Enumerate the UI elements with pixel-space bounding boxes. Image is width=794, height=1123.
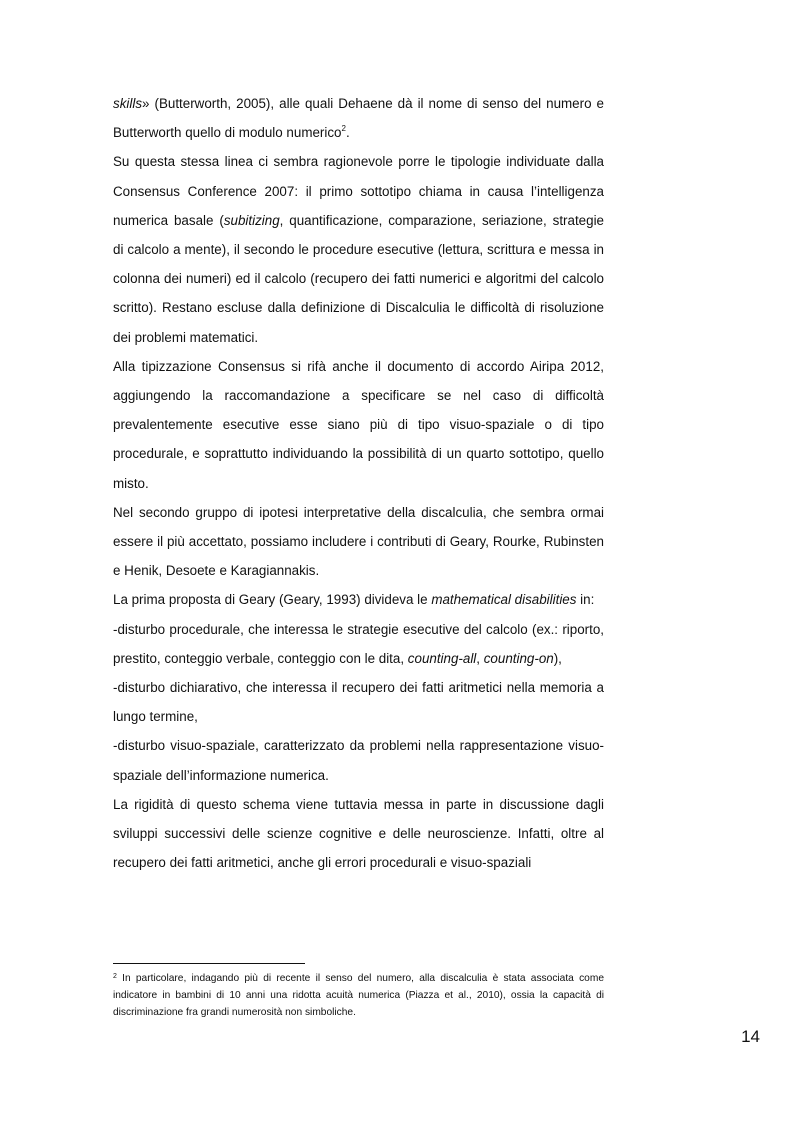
- italic-term: subitizing: [223, 212, 280, 228]
- page-number: 14: [741, 1027, 760, 1046]
- list-item-declarative: -disturbo dichiarativo, che interessa il recupero dei fatti aritmetici nella memoria a lungo termine,: [113, 680, 604, 725]
- italic-term: counting-on: [483, 650, 554, 666]
- footnote-mark: 2: [113, 973, 117, 980]
- paragraph-2: Su questa stessa linea ci sembra ragionevole porre le tipologie individuate dalla Consensus Conference 2007: il primo sottotipo chiama in causa l’intelligenza numerica basale (subitizing, quantificazione, comparazione, seriazione, strategie di calcolo a mente), il secondo le procedure esecutive (lettura, scrittura e messa in colonna dei numeri) ed il calcolo (recupero dei fatti numerici e algoritmi del calcolo scritto). Restano escluse dalla definizione di Discalculia le difficoltà di risoluzione dei problemi matematici.: [113, 154, 604, 345]
- paragraph-3: Alla tipizzazione Consensus si rifà anche il documento di accordo Airipa 2012, aggiungendo la raccomandazione a specificare se nel caso di difficoltà prevalentemente esecutive esse siano più di tipo visuo-spaziale o di tipo procedurale, e soprattutto individuando la possibilità di un quarto sottotipo, quello misto.: [113, 358, 604, 491]
- footnote-reference[interactable]: 2: [341, 124, 346, 134]
- italic-term: counting-all: [407, 650, 477, 666]
- paragraph-5: La prima proposta di Geary (Geary, 1993) divideva le mathematical disabilities in:: [113, 592, 595, 608]
- list-item-procedural: -disturbo procedurale, che interessa le strategie esecutive del calcolo (ex.: riporto, prestito, conteggio verbale, conteggio con le dita, counting-all, counting-on),: [113, 621, 604, 666]
- footnote: [113, 970, 604, 1021]
- italic-term: mathematical disabilities: [431, 592, 577, 608]
- body-text: [113, 89, 604, 877]
- paragraph-9: La rigidità di questo schema viene tuttavia messa in parte in discussione dagli sviluppi successivi delle scienze cognitive e delle neuroscienze. Infatti, oltre al recupero dei fatti aritmetici, anche gli errori procedurali e visuo-spaziali: [113, 796, 604, 871]
- list-item-visuospatial: -disturbo visuo-spaziale, caratterizzato da problemi nella rappresentazione visuo-spaziale dell’informazione numerica.: [113, 738, 604, 783]
- paragraph-4: Nel secondo gruppo di ipotesi interpretative della discalculia, che sembra ormai essere il più accettato, possiamo includere i contributi di Geary, Rourke, Rubinsten e Henik, Desoete e Karagiannakis.: [113, 504, 604, 579]
- footnote-divider: [113, 963, 305, 964]
- italic-term: skills: [113, 96, 143, 111]
- footnote-text: In particolare, indagando più di recente il senso del numero, alla discalculia è stata associata come indicatore in bambini di 10 anni una ridotta acuità numerica (Piazza et al., 2010), ossia la capacità di discriminazione fra grandi numerosità non simboliche.: [113, 973, 604, 1018]
- paragraph-1: skills» (Butterworth, 2005), alle quali Dehaene dà il nome di senso del numero e Butterworth quello di modulo numerico$^2$.: [113, 96, 604, 141]
